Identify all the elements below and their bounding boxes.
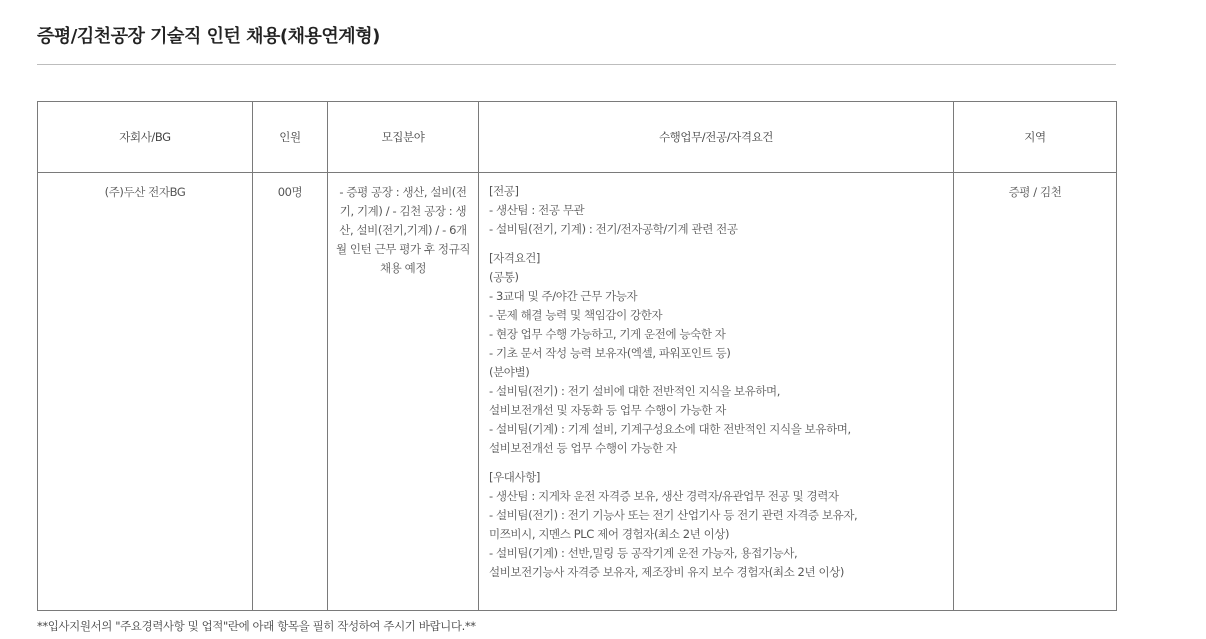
requirement-line: 설비보전기능사 자격증 보유자, 제조장비 유지 보수 경험자(최소 2년 이상) [489,565,844,579]
requirement-line: - 설비팀(기계) : 선반,밀링 등 공작기계 운전 가능자, 용접기능사, [489,546,798,560]
requirement-line: - 설비팀(전기) : 전기 설비에 대한 전반적인 지식을 보유하며, [489,384,781,398]
header-field: 모집분야 [328,102,479,173]
requirement-line: [우대사항] [489,470,541,484]
cell-requirements [479,173,954,611]
header-headcount: 인원 [253,102,328,173]
header-requirements: 수행업무/전공/자격요건 [479,102,954,173]
requirement-line: 미쯔비시, 지멘스 PLC 제어 경험자(최소 2년 이상) [489,527,730,541]
recruitment-table [37,101,1117,611]
cell-region: 증평 / 김천 [954,173,1117,611]
requirement-line: - 생산팀 : 지게차 운전 자격증 보유, 생산 경력자/유관업무 전공 및 경력자 [489,489,839,503]
cell-headcount: 00명 [253,173,328,611]
table-row [38,173,1117,611]
requirement-line: - 문제 해결 능력 및 책임감이 강한자 [489,308,663,322]
requirement-line: (공통) [489,270,519,284]
requirement-line: - 설비팀(전기) : 전기 기능사 또는 전기 산업기사 등 전기 관련 자격증 보유자, [489,508,858,522]
header-region: 지역 [954,102,1117,173]
requirement-line: 설비보전개선 등 업무 수행이 가능한 자 [489,441,677,455]
requirement-line: - 생산팀 : 전공 무관 [489,203,585,217]
requirement-line: [전공] [489,184,519,198]
cell-field: - 증평 공장 : 생산, 설비(전기, 기계) / - 김천 공장 : 생산, 설비(전기,기계) / - 6개월 인턴 근무 평가 후 정규직 채용 예정 [328,173,479,611]
requirement-line: - 기초 문서 작성 능력 보유자(엑셀, 파워포인트 등) [489,346,731,360]
requirement-spacer [489,458,945,468]
header-affiliate: 자회사/BG [38,102,253,173]
requirement-line: - 3교대 및 주/야간 근무 가능자 [489,289,638,303]
requirement-line: - 설비팀(전기, 기계) : 전기/전자공학/기계 관련 전공 [489,222,738,236]
requirement-line: 설비보전개선 및 자동화 등 업무 수행이 가능한 자 [489,403,726,417]
requirement-line: - 현장 업무 수행 가능하고, 기게 운전에 능숙한 자 [489,327,726,341]
requirement-line: [자격요건] [489,251,541,265]
requirement-spacer [489,239,945,249]
title-divider [37,64,1116,65]
requirement-line: (분야별) [489,365,530,379]
page-title: 증평/김천공장 기술직 인턴 채용(채용연계형) [37,26,380,47]
table-header-row [38,102,1117,173]
cell-affiliate: (주)두산 전자BG [38,173,253,611]
footnote: **입사지원서의 "주요경력사항 및 업적"란에 아래 항목을 필히 작성하여 주시기 바랍니다.** [37,619,476,633]
requirement-line: - 설비팀(기계) : 기계 설비, 기계구성요소에 대한 전반적인 지식을 보유하며, [489,422,851,436]
